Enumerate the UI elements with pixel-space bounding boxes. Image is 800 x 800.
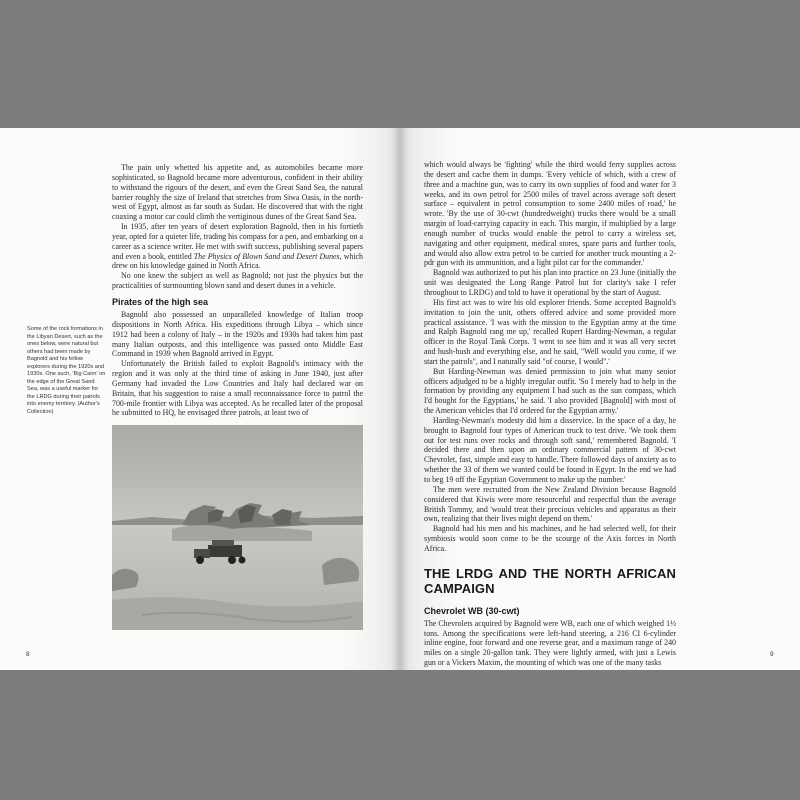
paragraph: Harding-Newman's modesty did him a disservice. In the space of a day, he brought to Bagnold four types of American truck to test drive. 'We took them out for test runs over rocks and through soft sand,' remembered Bagnold. 'I decided there and then upon an ordinary commercial pattern of 30-cwt Chevrolet, fast, simple and easy to handle. There followed days of anxiety as to whether the 33 of them we wanted could be found in Egypt. In the end we had to beg 19 off the Egyptian Government to make up the number.' <box>424 415 676 484</box>
paragraph: Unfortunately the British failed to exploit Bagnold's intimacy with the region and it was only at the third time of asking in June 1940, just after Germany had invaded the Low Countries and Italy had declared war on Britain, that his suggestion to raise a small reconnaissance force to patrol the 700-mile frontier with Libya was accepted. As he recalled later of the proposal he submitted to HQ, he envisaged three patrols, at least two of <box>112 359 363 418</box>
paragraph: Bagnold also possessed an unparalleled knowledge of Italian troop dispositions in North Africa. His expeditions through Libya – which since 1912 had been a colony of Italy – in the 1920s and 1930s had taken him past many Italian outposts, and this intelligence was passed onto Middle East Command in 1939 when Bagnold arrived in Egypt. <box>112 309 363 359</box>
paragraph: The Chevrolets acquired by Bagnold were WB, each one of which weighed 1½ tons. Among the specifications were left-hand steering, a 216 CI 6-cylinder inline engine, four forward and one reverse gear, and a maximum range of 240 miles on a single 20-gallon tank. They were lightly armed, with just a Lewis gun or a Vickers Maxim, the mounting of which was one of the many tasks <box>424 618 676 668</box>
photo-caption: Some of the rock formations in the Libyan Desert, such as the ones below, were natural but others had been made by Bagnold and his fellow explorers during the 1920s and 1930s. One such, 'Big Cairn' on the edge of the Great Sand Sea, was a useful marker for the LRDG during their patrols into enemy territory. (Author's Collection) <box>27 326 106 415</box>
paragraph-text: In 1935, after ten years of desert exploration Bagnold, then in his fortieth year, opted for a quieter life, trading his compass for a pen, and embarking on a career as a science writer. He met with swift success, publishing several papers and even a book, entitled <box>112 222 363 261</box>
paragraph: No one knew the subject as well as Bagnold; not just the physics but the practicalities of surmounting blown sand and desert dunes in a vehicle. <box>112 271 363 291</box>
chapter-heading: THE LRDG AND THE NORTH AFRICAN CAMPAIGN <box>424 565 676 596</box>
paragraph <box>112 222 363 271</box>
paragraph: But Harding-Newman was denied permission to join what many senior officers adjudged to be a highly irregular outfit. 'So I merely had to help in the formation by providing any equipment I had such as the sun compass, which I'd bought for the Egyptians,' he said. 'I also provided [Bagnold] with most of the American vehicles that I'd ordered for the Egyptian army.' <box>424 366 676 416</box>
book-title: The Physics of Blown Sand and Desert Dunes <box>193 251 340 261</box>
page-number-right: 9 <box>770 651 774 658</box>
desert-photo-image <box>112 425 363 630</box>
paragraph: His first act was to wire his old explorer friends. Some accepted Bagnold's invitation to join the unit, others offered advice and some provided more practical assistance. 'I was with the mission to the Egyptian army at the time and Ralph Bagnold rang me up,' recalled Rupert Harding-Newman, a regular officer in the Royal Tank Corps. 'I went to see him and it was all very secret and hush-hush and everything else, and he said, "Well would you come, if we start the patrols", and I naturally said "of course, I would".' <box>424 297 676 366</box>
paragraph: The pain only whetted his appetite and, as automobiles became more sophisticated, so Bagnold became more adventurous, confident in their ability to withstand the rigours of the desert, and even the Great Sand Sea, the natural barrier roughly the size of Ireland that stretches from Siwa Oasis, in the north-west of Egypt, almost as far south as Sudan. He discovered that with the right coaxing a motor car could climb the vertiginous dunes of the Great Sand Sea. <box>112 163 363 222</box>
desert-photo <box>112 425 363 630</box>
page-number-left: 8 <box>26 651 30 658</box>
paragraph-text: , which drew on his knowledge gained in North Africa. <box>112 251 363 271</box>
paragraph: which would always be 'fighting' while the third would ferry supplies across the desert and cache them in dumps. 'Every vehicle of which, with a crew of three and a machine gun, was to carry its own supplies of food and water for 3 weeks, and its own petrol for 2500 miles of travel across average soft desert surface – equivalent in petrol consumption to some 2400 miles of road,' he wrote. 'By the use of 30-cwt (hundredweight) trucks there would be a small margin of load-carrying capacity in each. This margin, if multiplied by a large enough number of trucks would enable the petrol to carry a wireless set, navigating and other equipment, medical stores, spare parts and further tools, and would also allow extra petrol to be carried for another truck mounting a 2-pdr gun with its ammunition, and a light pilot car for the commander.' <box>424 160 676 268</box>
paragraph: Bagnold was authorized to put his plan into practice on 23 June (initially the unit was designated the Long Range Patrol but for clarity's sake I refer throughout to LRDG) and told to have it operational by the start of August. <box>424 268 676 297</box>
sub-heading: Chevrolet WB (30-cwt) <box>424 605 520 616</box>
left-body-text <box>112 163 363 418</box>
paragraph: Bagnold had his men and his machines, and he had selected well, for their symbiosis would soon come to be the scourge of the Axis forces in North Africa. <box>424 524 676 553</box>
section-heading: Pirates of the high sea <box>112 296 209 307</box>
right-body-text <box>424 160 676 668</box>
paragraph: The men were recruited from the New Zealand Division because Bagnold considered that Kiwis were more resourceful and respectful than the average British Tommy, and 'would treat their precious vehicles and apparatus as their own, realizing that their lives might depend on them.' <box>424 484 676 524</box>
book-gutter <box>392 128 408 670</box>
